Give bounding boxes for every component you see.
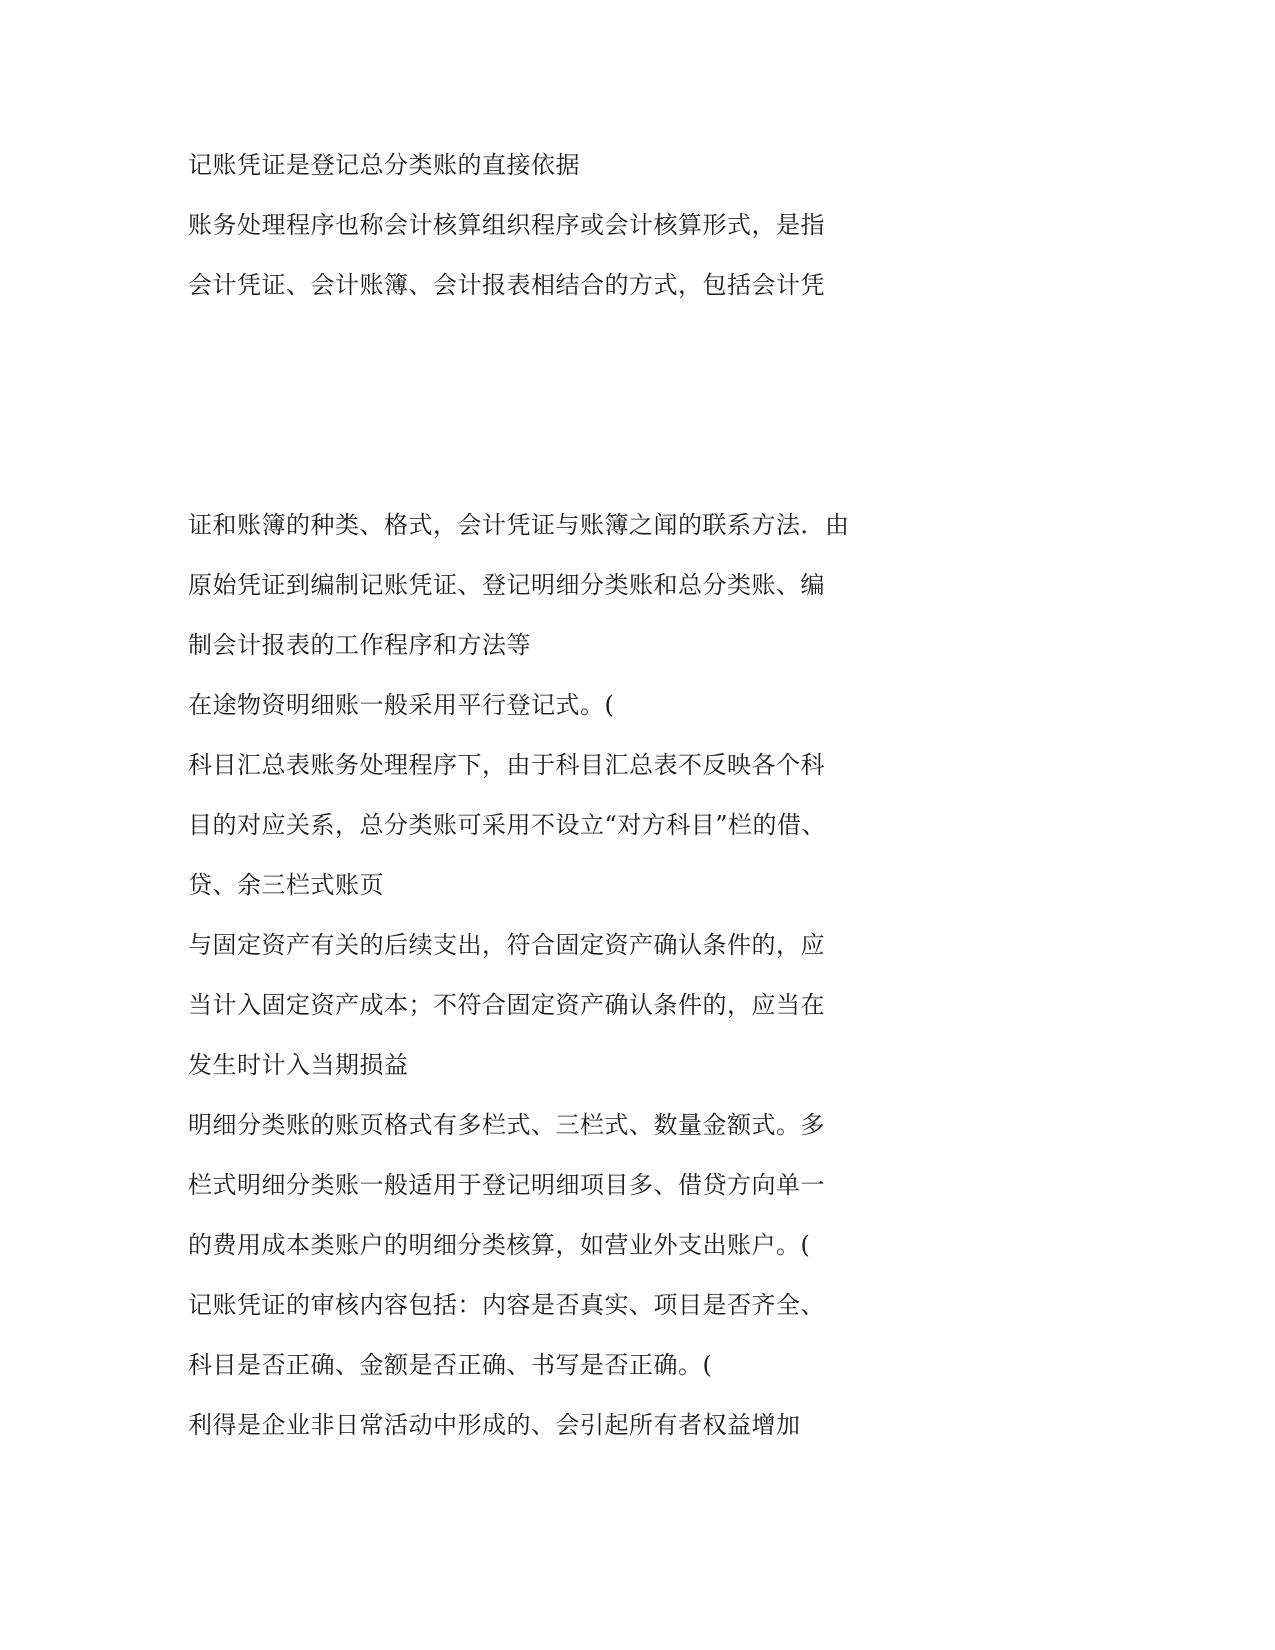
text-line-13: 发生时计入当期损益 — [188, 1051, 409, 1079]
text-line-9: 目的对应关系，总分类账可采用不设立“对方科目”栏的借、 — [188, 811, 827, 839]
text-line-10: 贷、余三栏式账页 — [188, 871, 384, 899]
text-line-7: 在途物资明细账一般采用平行登记式。( — [188, 691, 615, 719]
text-line-6: 制会计报表的工作程序和方法等 — [188, 631, 531, 659]
text-line-16: 的费用成本类账户的明细分类核算，如营业外支出账户。( — [188, 1231, 811, 1259]
text-line-3: 会计凭证、会计账簿、会计报表相结合的方式，包括会计凭 — [188, 271, 825, 299]
text-line-11: 与固定资产有关的后续支出，符合固定资产确认条件的，应 — [188, 931, 825, 959]
text-line-4: 证和账簿的种类、格式，会计凭证与账簿之闻的联系方法．由 — [188, 511, 850, 539]
text-line-8: 科目汇总表账务处理程序下，由于科目汇总表不反映各个科 — [188, 751, 825, 779]
text-line-1: 记账凭证是登记总分类账的直接依据 — [188, 151, 580, 179]
text-line-15: 栏式明细分类账一般适用于登记明细项目多、借贷方向单一 — [188, 1171, 825, 1199]
text-line-14: 明细分类账的账页格式有多栏式、三栏式、数量金额式。多 — [188, 1111, 825, 1139]
text-line-17: 记账凭证的审核内容包括：内容是否真实、项目是否齐全、 — [188, 1291, 825, 1319]
text-line-18: 科目是否正确、金额是否正确、书写是否正确。( — [188, 1351, 713, 1379]
text-line-12: 当计入固定资产成本；不符合固定资产确认条件的，应当在 — [188, 991, 825, 1019]
text-line-19: 利得是企业非日常活动中形成的、会引起所有者权益增加 — [188, 1411, 801, 1439]
text-line-5: 原始凭证到编制记账凭证、登记明细分类账和总分类账、编 — [188, 571, 825, 599]
text-line-2: 账务处理程序也称会计核算组织程序或会计核算形式，是指 — [188, 211, 825, 239]
